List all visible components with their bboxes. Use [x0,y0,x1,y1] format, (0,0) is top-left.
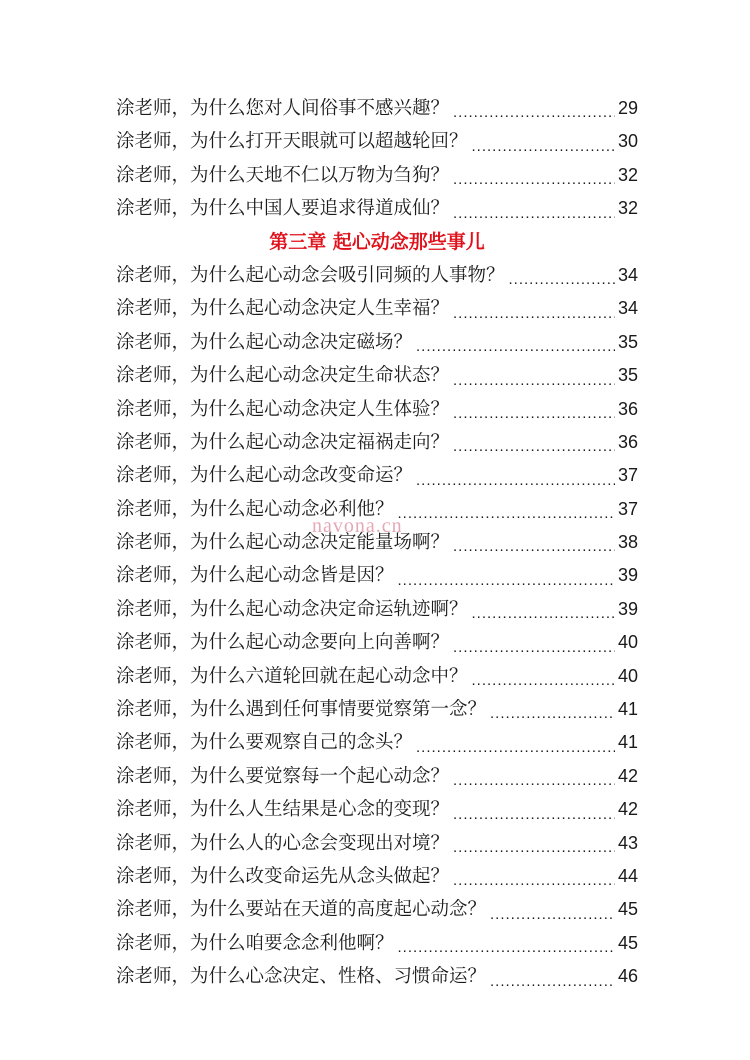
toc-entry[interactable] [116,459,638,492]
toc-entry[interactable] [116,927,638,960]
toc-entry-title: 涂老师，为什么咱要念念利他啊？ [116,932,394,954]
toc-entry-title: 涂老师，为什么起心动念决定生命状态？ [116,365,450,387]
toc-entry-title: 涂老师，为什么人的心念会变现出对境？ [116,832,450,854]
toc-dot-leader [490,693,615,726]
toc-dot-leader [490,960,615,993]
toc-dot-leader [453,860,615,893]
toc-entry-title: 涂老师，为什么人生结果是心念的变现？ [116,799,450,821]
toc-dot-leader [453,793,615,826]
toc-page-number: 43 [617,832,638,853]
toc-dot-leader [453,526,615,559]
toc-entry[interactable] [116,827,638,860]
toc-page-number: 35 [617,365,638,386]
toc-page-number: 37 [617,498,638,519]
toc-dot-leader [416,726,615,759]
toc-page-number: 44 [617,865,638,886]
toc-page-number: 40 [617,665,638,686]
toc-entry-title: 涂老师，为什么起心动念会吸引同频的人事物？ [116,264,505,286]
toc-page-number: 41 [617,732,638,753]
toc-dot-leader [453,426,615,459]
toc-page-number: 38 [617,532,638,553]
toc-entry-title: 涂老师，为什么起心动念决定福祸走向？ [116,431,450,453]
toc-dot-leader [453,393,615,426]
toc-entry-title: 涂老师，为什么要观察自己的念头？ [116,732,413,754]
toc-dot-leader [398,927,615,960]
toc-page-number: 39 [617,565,638,586]
toc-dot-leader [453,626,615,659]
toc-dot-leader [490,893,615,926]
toc-entry[interactable] [116,192,638,225]
toc-entry-title: 涂老师，为什么起心动念要向上向善啊？ [116,632,450,654]
toc-entry[interactable] [116,393,638,426]
toc-dot-leader [416,326,615,359]
toc-entry[interactable] [116,92,638,125]
toc-page-number: 46 [617,966,638,987]
toc-entry[interactable] [116,559,638,592]
toc-dot-leader [453,192,615,225]
toc-dot-leader [398,493,615,526]
toc-entry-title: 涂老师，为什么要站在天道的高度起心动念？ [116,899,487,921]
toc-page-number: 36 [617,398,638,419]
toc-page-number: 29 [617,97,638,118]
toc-page-number: 34 [617,298,638,319]
toc-dot-leader [509,259,615,292]
toc-entry-title: 涂老师，为什么中国人要追求得道成仙？ [116,198,450,220]
toc-entry-title: 涂老师，为什么起心动念决定能量场啊？ [116,532,450,554]
toc-entry-title: 涂老师，为什么起心动念必利他？ [116,498,394,520]
toc-dot-leader [453,827,615,860]
toc-page-number: 30 [617,131,638,152]
toc-dot-leader [453,159,615,192]
toc-entry-title: 涂老师，为什么打开天眼就可以超越轮回？ [116,131,468,153]
toc-page-number: 35 [617,331,638,352]
toc-entry[interactable] [116,426,638,459]
chapter-heading: 第三章 起心动念那些事儿 [269,230,485,253]
toc-page-number: 39 [617,598,638,619]
toc-entry-title: 涂老师，为什么起心动念改变命运？ [116,465,413,487]
toc-entry-title: 涂老师，为什么遇到任何事情要觉察第一念？ [116,699,487,721]
toc-entry-title: 涂老师，为什么六道轮回就在起心动念中？ [116,665,468,687]
toc-section-chapter-3 [116,259,638,994]
toc-entry[interactable] [116,159,638,192]
toc-page-number: 41 [617,699,638,720]
toc-dot-leader [453,760,615,793]
toc-entry[interactable] [116,626,638,659]
toc-entry[interactable] [116,693,638,726]
toc-page-number: 42 [617,799,638,820]
toc-entry[interactable] [116,760,638,793]
toc-entry-title: 涂老师，为什么您对人间俗事不感兴趣？ [116,97,450,119]
toc-dot-leader [472,125,615,158]
toc-entry[interactable] [116,125,638,158]
toc-entry-title: 涂老师，为什么天地不仁以万物为刍狗？ [116,164,450,186]
toc-page-number: 45 [617,932,638,953]
toc-entry[interactable] [116,793,638,826]
toc-entry[interactable] [116,660,638,693]
toc-page-number: 37 [617,465,638,486]
toc-page-number: 40 [617,632,638,653]
toc-page-number: 45 [617,899,638,920]
toc-page-number: 42 [617,765,638,786]
watermark: navona.cn [312,515,403,537]
toc-entry[interactable] [116,860,638,893]
toc-dot-leader [472,660,615,693]
toc-page-number: 32 [617,198,638,219]
toc-entry[interactable] [116,726,638,759]
toc-entry[interactable] [116,893,638,926]
toc-entry-title: 涂老师，为什么起心动念皆是因？ [116,565,394,587]
toc-entry-title: 涂老师，为什么起心动念决定磁场？ [116,331,413,353]
toc-entry[interactable] [116,326,638,359]
toc-entry[interactable] [116,593,638,626]
toc-entry-title: 涂老师，为什么要觉察每一个起心动念？ [116,765,450,787]
toc-entry-title: 涂老师，为什么起心动念决定人生体验？ [116,398,450,420]
toc-dot-leader [472,593,615,626]
toc-entry[interactable] [116,960,638,993]
toc-entry[interactable] [116,292,638,325]
toc-entry-title: 涂老师，为什么起心动念决定命运轨迹啊？ [116,598,468,620]
toc-page-number: 34 [617,264,638,285]
toc-page-number: 32 [617,164,638,185]
toc-dot-leader [453,92,615,125]
toc-entry-title: 涂老师，为什么改变命运先从念头做起？ [116,865,450,887]
toc-dot-leader [453,359,615,392]
toc-entry[interactable] [116,259,638,292]
toc-entry-title: 涂老师，为什么心念决定、性格、习惯命运？ [116,966,487,988]
toc-page-number: 36 [617,431,638,452]
toc-section-before [116,92,638,226]
toc-dot-leader [398,559,615,592]
toc-entry[interactable] [116,359,638,392]
toc-dot-leader [453,292,615,325]
toc-dot-leader [416,459,615,492]
table-of-contents [116,92,638,994]
toc-entry-title: 涂老师，为什么起心动念决定人生幸福？ [116,298,450,320]
